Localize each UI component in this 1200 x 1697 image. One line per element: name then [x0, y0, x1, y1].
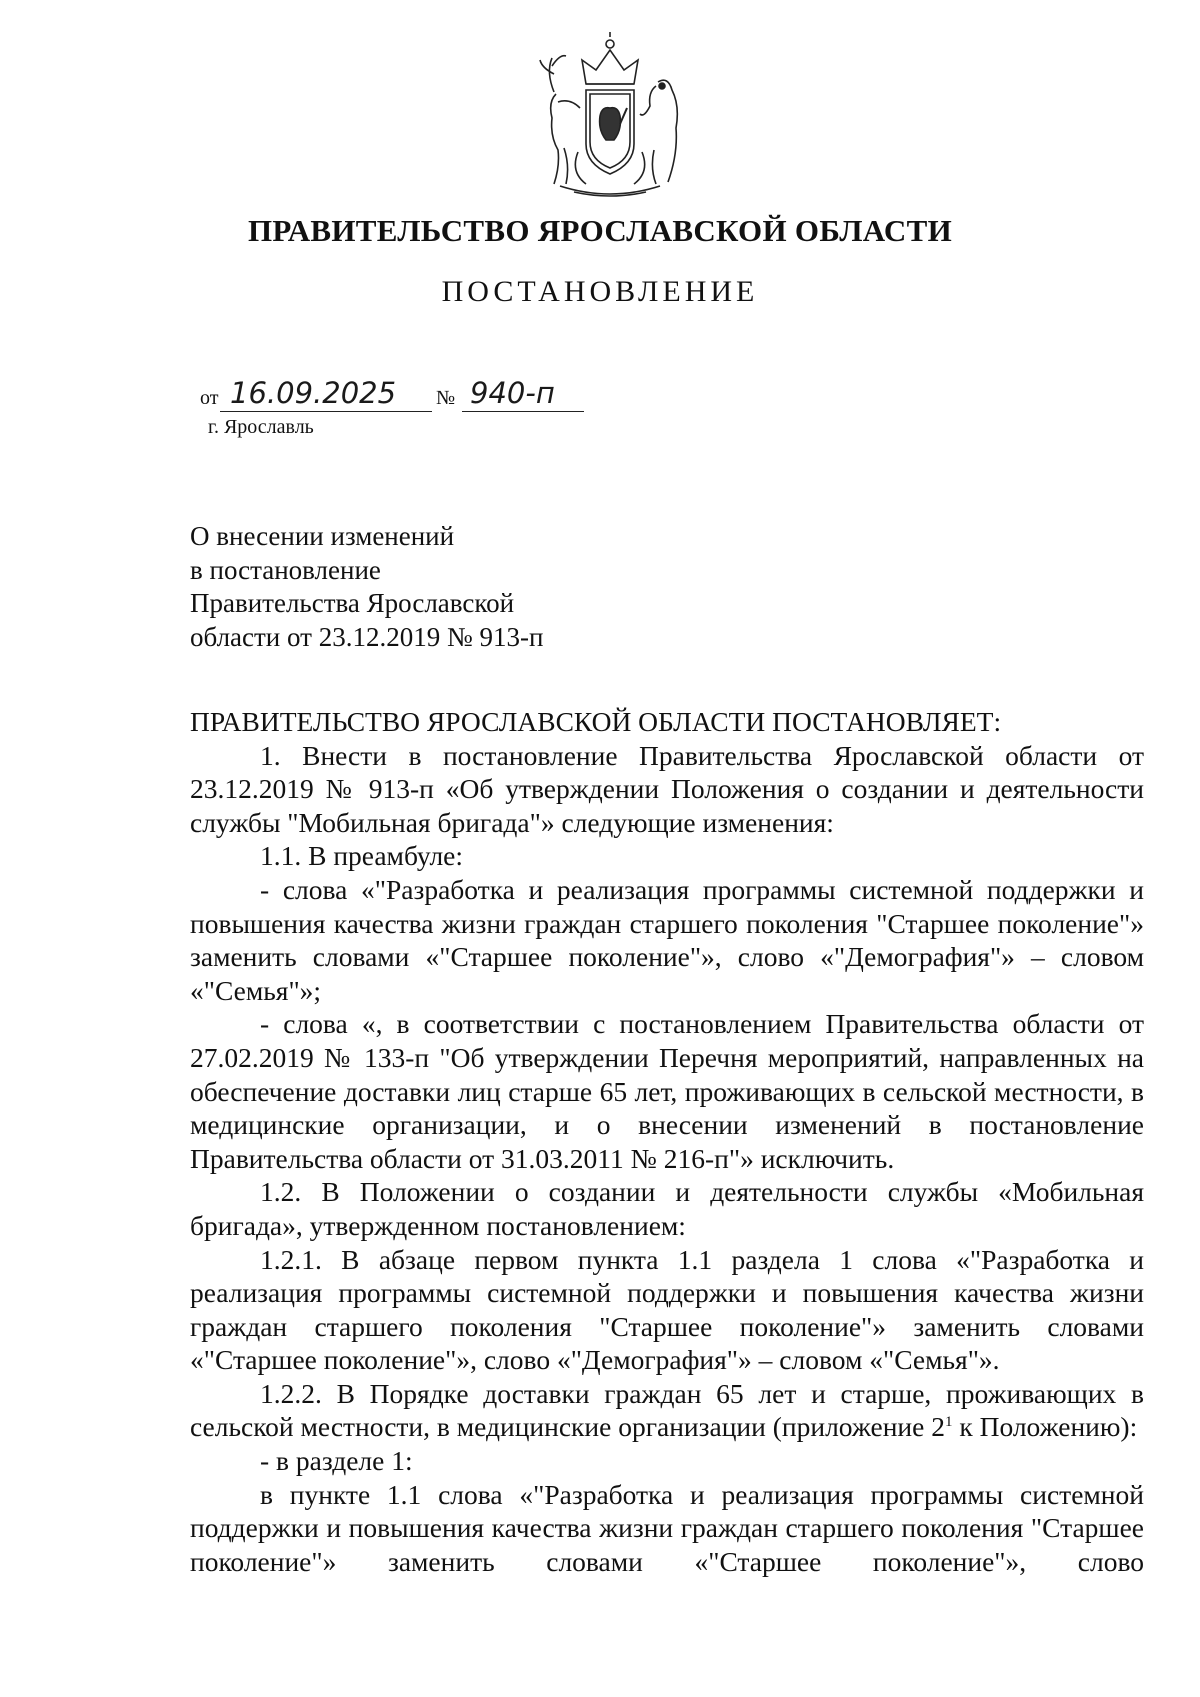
- organization-title: ПРАВИТЕЛЬСТВО ЯРОСЛАВСКОЙ ОБЛАСТИ: [248, 213, 952, 248]
- paragraph-1-1-a: - слова «"Разработка и реализация программы системной поддержки и повышения качества жизни граждан старшего поколения "Старшее поколение"» заменить словами «"Старшее поколение"», слово «"Демография"» – словом «"Семья"»;: [190, 873, 1144, 1006]
- superscript: 1: [944, 1414, 953, 1431]
- city: г. Ярославль: [208, 416, 314, 438]
- paragraph-last: в пункте 1.1 слова «"Разработка и реализация программы системной поддержки и повышения качества жизни граждан старшего поколения "Старшее поколение"» заменить словами «"Старшее поколение"», слово: [190, 1478, 1144, 1577]
- paragraph-1-1: 1.1. В преамбуле:: [260, 840, 464, 872]
- paragraph-1: 1. Внести в постановление Правительства Ярославской области от 23.12.2019 № 913-п «Об утверждении Положения о создании и деятельности службы "Мобильная бригада"» следующие изменения:: [190, 739, 1144, 838]
- coat-of-arms-icon: [530, 32, 690, 202]
- subject-line: области от 23.12.2019 № 913-п: [190, 621, 544, 652]
- paragraph-1-2-2-tail: к Положению):: [952, 1411, 1138, 1443]
- paragraph-1-2-2-main: 1.2.2. В Порядке доставки граждан 65 лет и старше, проживающих в сельской местности, в медицинские организации (приложение 2: [190, 1377, 1144, 1443]
- document-body: [190, 705, 1144, 1578]
- paragraph-1-2-1: 1.2.1. В абзаце первом пункта 1.1 раздела 1 слова «"Разработка и реализация программы системной поддержки и повышения качества жизни граждан старшего поколения "Старшее поколение"» заменить словами «"Старшее поколение"», слово «"Демография"» – словом «"Семья"».: [190, 1243, 1144, 1376]
- document-subject: [190, 520, 710, 654]
- paragraph-1-1-b: - слова «, в соответствии с постановлением Правительства области от 27.02.2019 № 133-п "Об утверждении Перечня мероприятий, направленных на обеспечение доставки лиц старше 65 лет, проживающих в сельской местности, в медицинские организации, и о внесении изменений в постановление Правительства области от 31.03.2011 № 216-п"» исключить.: [190, 1008, 1144, 1174]
- document-type: ПОСТАНОВЛЕНИЕ: [441, 275, 759, 308]
- handwritten-number: 940-п: [470, 376, 555, 410]
- section-1-label: - в разделе 1:: [260, 1445, 413, 1477]
- registration-line: [200, 378, 620, 414]
- number-prefix: №: [436, 387, 456, 409]
- subject-line: О внесении изменений: [190, 521, 455, 551]
- paragraph-1-2-2: [190, 1377, 1144, 1444]
- subject-line: Правительства Ярославской: [190, 588, 515, 618]
- paragraph-1-2: 1.2. В Положении о создании и деятельности службы «Мобильная бригада», утвержденном постановлением:: [190, 1176, 1144, 1241]
- handwritten-date: 16.09.2025: [230, 376, 397, 410]
- date-prefix: от: [200, 387, 219, 409]
- subject-line: в постановление: [190, 554, 381, 585]
- resolution-intro: ПРАВИТЕЛЬСТВО ЯРОСЛАВСКОЙ ОБЛАСТИ ПОСТАНОВЛЯЕТ:: [190, 706, 1002, 737]
